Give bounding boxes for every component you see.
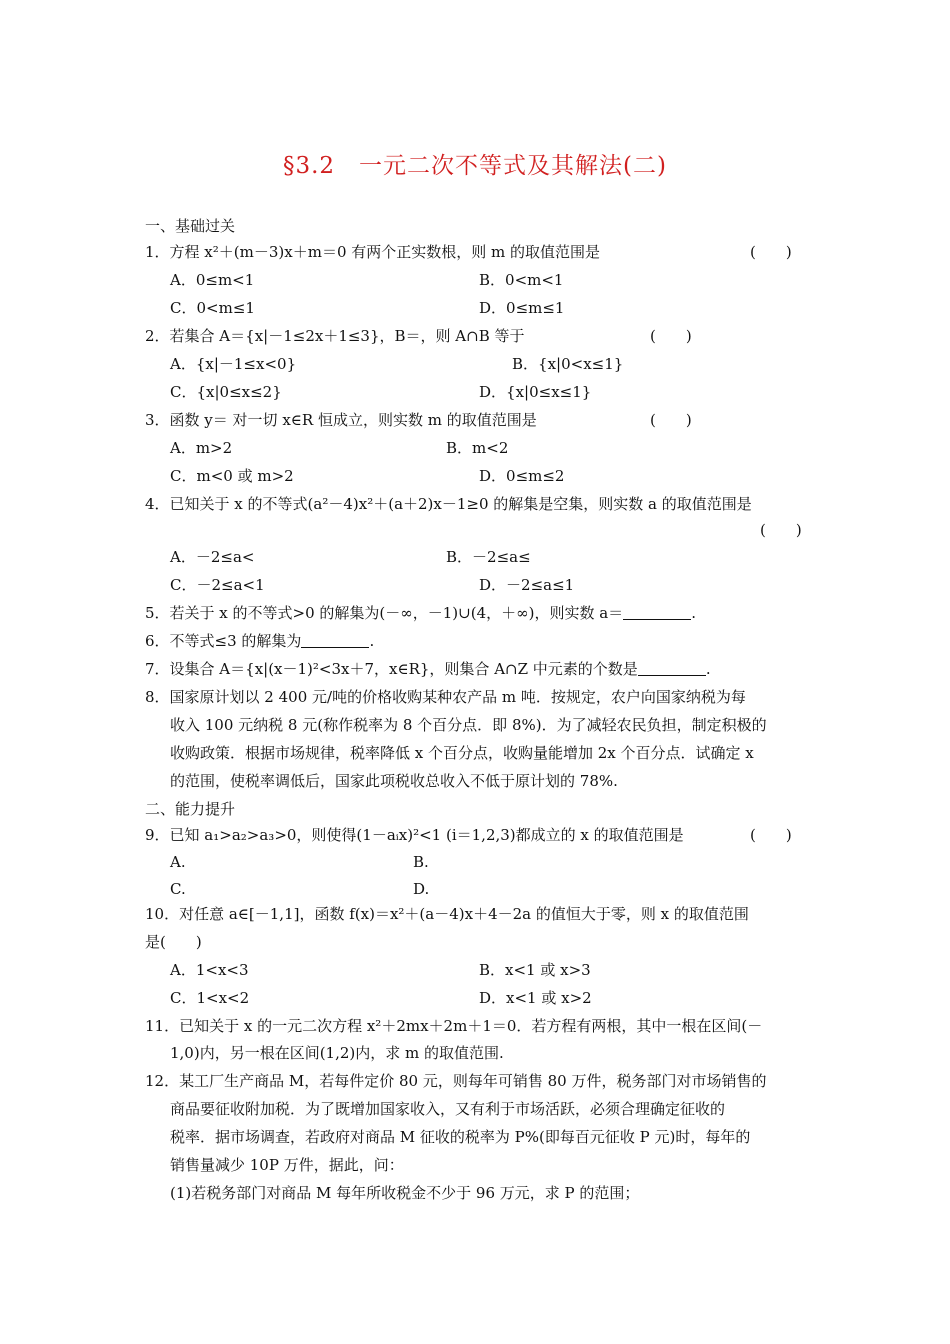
option-a: A．{x|－1≤x<0}	[170, 355, 297, 373]
question-2-stem: 2．若集合 A＝{x|－1≤2x＋1≤3}，B＝，则 A∩B 等于	[145, 327, 525, 345]
question-6	[145, 631, 374, 651]
question-1-stem: 1．方程 x²＋(m－3)x＋m＝0 有两个正实数根，则 m 的取值范围是	[145, 243, 601, 261]
question-7-text: 7．设集合 A＝{x|(x－1)²<3x＋7，x∈R}，则集合 A∩Z 中元素的个数是	[145, 660, 638, 678]
answer-paren: ( )	[650, 411, 692, 429]
answer-blank	[623, 605, 691, 620]
answer-blank	[301, 633, 369, 648]
option-d: D．0≤m≤2	[479, 467, 565, 485]
question-12-line-4: 销售量减少 10P 万件，据此，问：	[170, 1156, 404, 1174]
option-b: B.	[413, 853, 429, 871]
question-7-end: .	[705, 660, 711, 678]
question-12-part-1: (1)若税务部门对商品 M 每年所收税金不少于 96 万元，求 P 的范围；	[170, 1184, 640, 1202]
question-6-end: .	[369, 632, 375, 650]
option-d: D．x<1 或 x>2	[479, 989, 592, 1007]
option-b: B．－2≤a≤	[446, 548, 531, 566]
question-6-text: 6．不等式≤3 的解集为	[145, 632, 302, 650]
question-5-text: 5．若关于 x 的不等式>0 的解集为(－∞，－1)∪(4，＋∞)，则实数 a＝	[145, 604, 624, 622]
option-c: C．{x|0≤x≤2}	[170, 383, 282, 401]
option-c: C．1<x<2	[170, 989, 250, 1007]
option-c: C．－2≤a<1	[170, 576, 265, 594]
option-a: A.	[170, 853, 186, 871]
question-3-stem: 3．函数 y＝ 对一切 x∈R 恒成立，则实数 m 的取值范围是	[145, 411, 537, 429]
answer-paren: ( )	[650, 327, 692, 345]
question-8-line-2: 收入 100 元纳税 8 元(称作税率为 8 个百分点．即 8%)．为了减轻农民负担，制定积极的	[170, 716, 767, 734]
question-8-line-3: 收购政策．根据市场规律，税率降低 x 个百分点，收购量能增加 2x 个百分点．试确定 x	[170, 744, 754, 762]
question-4-stem: 4．已知关于 x 的不等式(a²－4)x²＋(a＋2)x－1≥0 的解集是空集，则实数 a 的取值范围是	[145, 495, 752, 513]
question-12-line-2: 商品要征收附加税．为了既增加国家收入，又有利于市场活跃，必须合理确定征收的	[170, 1100, 726, 1118]
option-a: A．m>2	[170, 439, 233, 457]
answer-paren: ( )	[760, 521, 802, 539]
option-d: D.	[413, 880, 430, 898]
answer-paren: ( )	[750, 243, 792, 261]
option-a: A．1<x<3	[170, 961, 249, 979]
question-7	[145, 659, 711, 679]
option-b: B．{x|0<x≤1}	[512, 355, 624, 373]
option-c: C．0<m≤1	[170, 299, 255, 317]
option-d: D．－2≤a≤1	[479, 576, 575, 594]
question-11-line-1: 11．已知关于 x 的一元二次方程 x²＋2mx＋2m＋1＝0．若方程有两根，其中一根在区间(－	[145, 1017, 763, 1035]
option-b: B．x<1 或 x>3	[479, 961, 591, 979]
question-8-line-1: 8．国家原计划以 2 400 元/吨的价格收购某种农产品 m 吨．按规定，农户向国家纳税为每	[145, 688, 746, 706]
option-d: D．0≤m≤1	[479, 299, 565, 317]
question-11-line-2: 1,0)内，另一根在区间(1,2)内，求 m 的取值范围.	[170, 1044, 504, 1062]
page-title: §3.2 一元二次不等式及其解法(二)	[282, 153, 668, 179]
option-b: B．m<2	[446, 439, 509, 457]
section-heading-advanced: 二、能力提升	[145, 800, 236, 818]
option-a: A．－2≤a<	[170, 548, 255, 566]
question-5	[145, 603, 696, 623]
option-d: D．{x|0≤x≤1}	[479, 383, 592, 401]
option-c: C.	[170, 880, 186, 898]
answer-paren: ( )	[750, 826, 792, 844]
answer-blank	[638, 661, 706, 676]
option-c: C．m<0 或 m>2	[170, 467, 294, 485]
question-12-line-3: 税率．据市场调查，若政府对商品 M 征收的税率为 P%(即每百元征收 P 元)时，每年的	[170, 1128, 751, 1146]
question-10-line-1: 10．对任意 a∈[－1,1]，函数 f(x)＝x²＋(a－4)x＋4－2a 的值恒大于零，则 x 的取值范围	[145, 905, 749, 923]
question-10-line-2: 是( )	[145, 933, 202, 951]
question-12-line-1: 12．某工厂生产商品 M，若每件定价 80 元，则每年可销售 80 万件，税务部门对市场销售的	[145, 1072, 767, 1090]
option-b: B．0<m<1	[479, 271, 564, 289]
option-a: A．0≤m<1	[170, 271, 255, 289]
question-8-line-4: 的范围，使税率调低后，国家此项税收总收入不低于原计划的 78%.	[170, 772, 618, 790]
question-9-stem: 9．已知 a₁>a₂>a₃>0，则使得(1－aᵢx)²<1 (i＝1,2,3)都成立的 x 的取值范围是	[145, 826, 684, 844]
question-5-end: .	[691, 604, 696, 622]
section-heading-basic: 一、基础过关	[145, 217, 236, 235]
